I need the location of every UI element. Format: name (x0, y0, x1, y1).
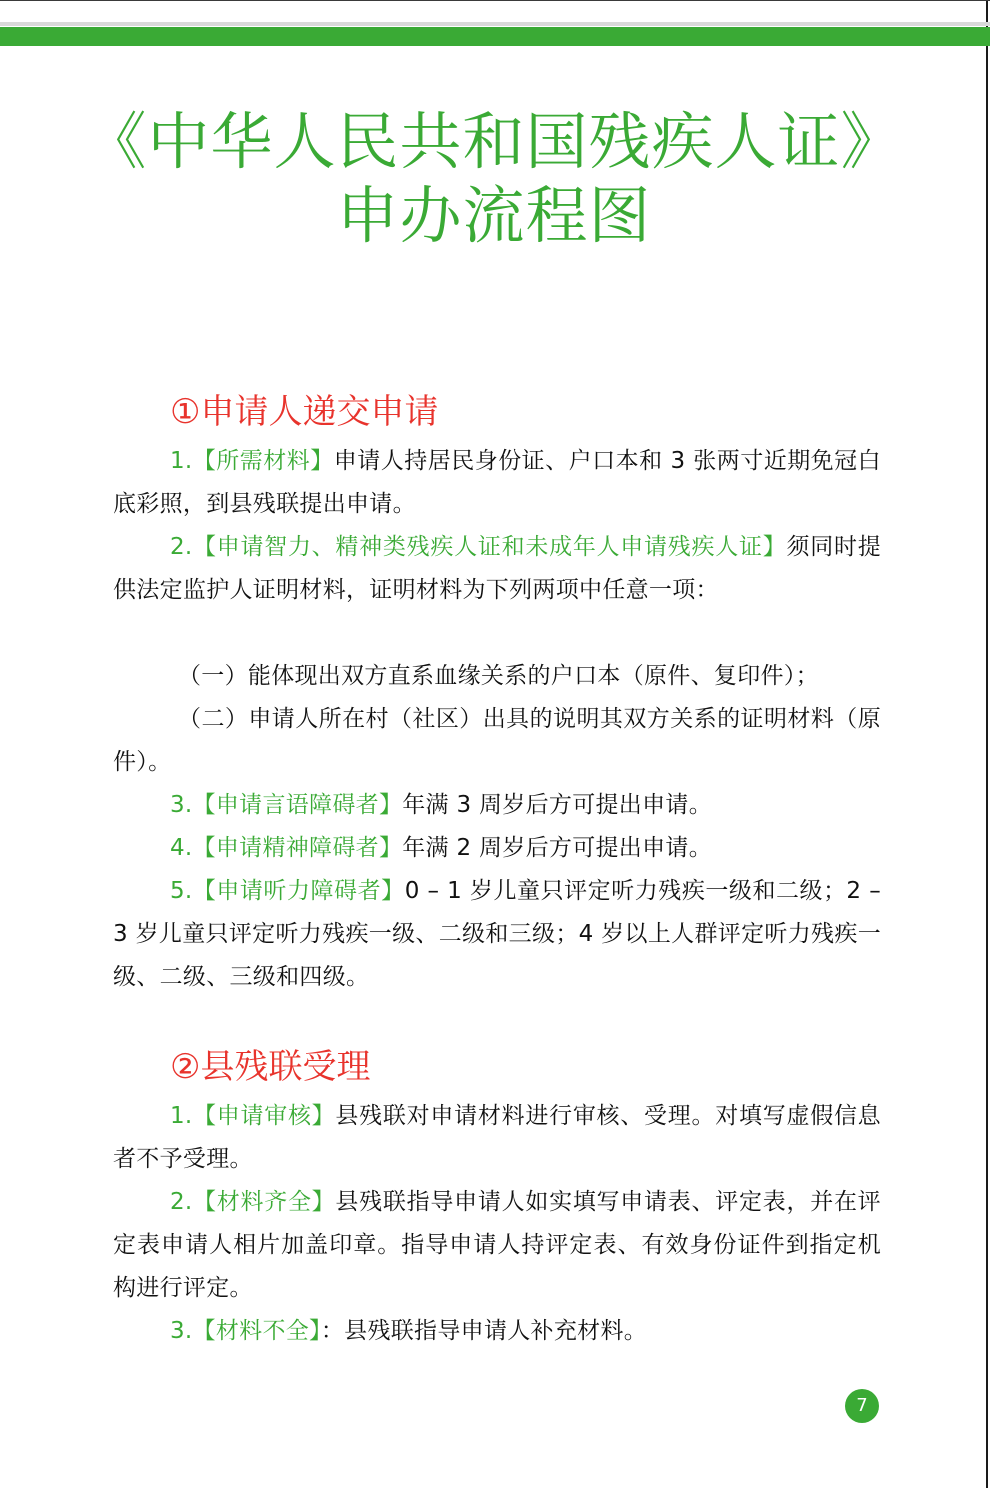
item-text: 年满 2 周岁后方可提出申请。 (402, 835, 713, 861)
item-text: 县残联指导申请人如实填写申请表、评定表，并在评定表申请人相片加盖印章。指导申请人持评定表、有效身份证件到指定机构进行评定。 (113, 1189, 881, 1301)
item-label: 3.【材料不全】 (170, 1318, 321, 1344)
section-1-item-4 (113, 827, 881, 870)
item-text: ：县残联指导申请人补充材料。 (320, 1318, 648, 1344)
section-2-item-2 (113, 1181, 881, 1310)
item-label: 5.【申请听力障碍者】 (170, 878, 405, 904)
item-text: 申请人持居民身份证、户口本和 3 张两寸近期免冠白底彩照，到县残联提出申请。 (113, 448, 881, 517)
item-text: （二）申请人所在村（社区）出具的说明其双方关系的证明材料（原件）。 (113, 706, 881, 775)
section-2-item-1 (113, 1095, 881, 1181)
section-1-item-5 (113, 870, 881, 999)
top-grey-rule (0, 22, 990, 26)
section-1-item-3 (113, 784, 881, 827)
top-border-line (0, 0, 990, 1)
page-number-badge: 7 (845, 1389, 879, 1423)
section-1-subitem-1 (113, 655, 881, 698)
section-2-item-3 (113, 1310, 881, 1353)
section-1-item-1 (113, 440, 881, 526)
item-text: 年满 3 周岁后方可提出申请。 (402, 792, 713, 818)
item-label: 1.【申请审核】 (170, 1103, 336, 1129)
item-text: 县残联对申请材料进行审核、受理。对填写虚假信息者不予受理。 (113, 1103, 881, 1172)
item-label: 4.【申请精神障碍者】 (170, 835, 403, 861)
section-1-heading: ①申请人递交申请 (170, 392, 439, 432)
item-label: 2.【材料齐全】 (170, 1189, 336, 1215)
item-label: 3.【申请言语障碍者】 (170, 792, 403, 818)
item-label: 1.【所需材料】 (170, 448, 334, 474)
page-title-line-2: 申办流程图 (336, 179, 652, 252)
item-text: 0 – 1 岁儿童只评定听力残疾一级和二级；2 – 3 岁儿童只评定听力残疾一级、二级和三级；4 岁以上人群评定听力残疾一级、二级、三级和四级。 (113, 878, 881, 990)
top-green-band (0, 27, 990, 46)
item-text: （一）能体现出双方直系血缘关系的户口本（原件、复印件）； (178, 663, 819, 689)
section-1-subitem-2 (113, 698, 881, 784)
section-2-heading: ②县残联受理 (170, 1047, 371, 1087)
item-text: 须同时提供法定监护人证明材料，证明材料为下列两项中任意一项： (113, 534, 882, 603)
section-1-item-2 (113, 526, 881, 612)
page-title-line-1: 《中华人民共和国残疾人证》 (84, 105, 904, 178)
item-label: 2.【申请智力、精神类残疾人证和未成年人申请残疾人证】 (170, 534, 787, 560)
